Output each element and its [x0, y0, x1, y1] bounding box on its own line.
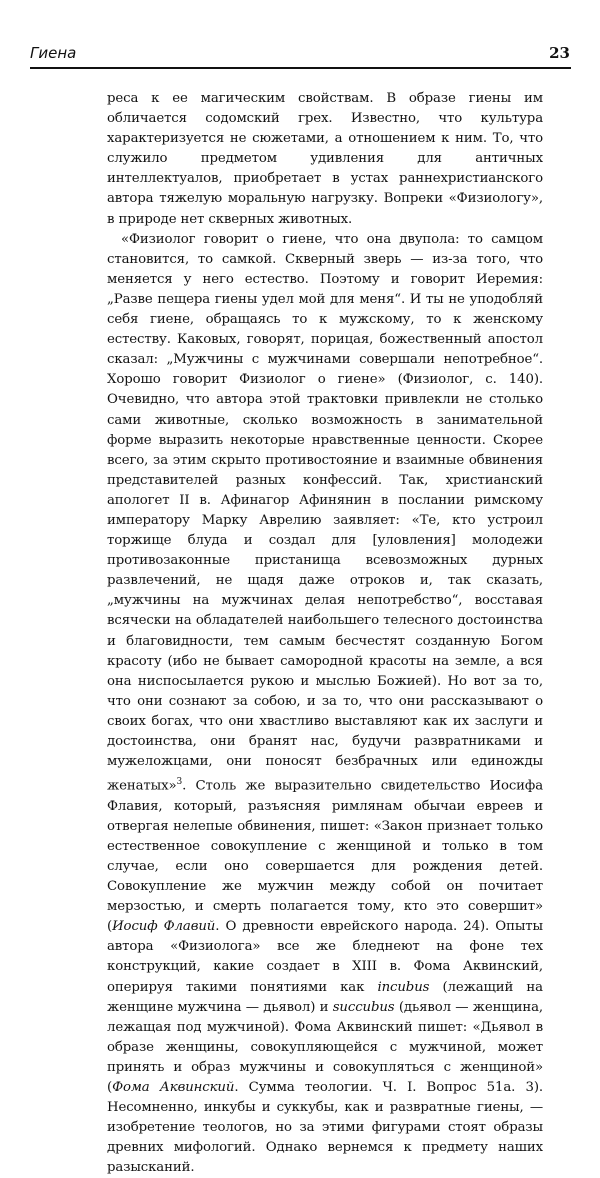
- paragraph-1: реса к ее магическим свойствам. В образе гиены им обличается содомский грех. Известно, что культура характеризуется не сюжетами, а отношением к ним. То, что служило предметом удивления для античных интеллектуалов, приобретает в устах раннехристианского автора тяжелую моральную нагрузку. Вопреки «Физиологу», в природе нет скверных животных.: [107, 91, 543, 227]
- paragraph-2-part-f: . Сумма теологии. Ч. I. Вопрос 51а. 3). Несомненно, инкубы и суккубы, как и развратные гиены, — изобретение теологов, но за этими фигурами стоят образы древних мифологий. Однако вернемся к предмету наших разысканий.: [107, 1080, 543, 1176]
- paragraph-2-part-a: «Физиолог говорит о гиене, что она двупола: то самцом становится, то самкой. Скверный зверь — из-за того, что меняется у него естество. Поэтому и говорит Иеремия: „Разве пещера гиены удел мой для меня“. И ты не уподобляй себя гиене, обращаясь то к мужскому, то к женскому естеству. Каковых, говорят, порицая, божественный апостол сказал: „Мужчины с мужчинами совершали непотребное“. Хорошо говорит Физиолог о гиене» (Физиолог, с. 140). Очевидно, что автора этой трактовки привлекли не столько сами животные, сколько возможность в занимательной форме выразить некоторые нравственные ценности. Скорее всего, за этим скрыто противостояние и взаимные обвинения представителей разных конфессий. Так, христианский апологет II в. Афинагор Афинянин в послании римскому императору Марку Аврелию заявляет: «Те, кто устроил торжище блуда и создал для [уловления] молодежи противозаконные пристанища всевозможных дурных развлечений, не щадя даже отроков и, так сказать, „мужчины на мужчинах делая непотребство“, восставая всячески на обладателей наибольшего телесного достоинства и благовидности, тем самым бесчестят созданную Богом красоту (ибо не бывает самородной красоты на земле, а вся она ниспосылается рукою и мыслью Божией). Но вот за то, что они сознают за собою, и за то, что они рассказывают о своих богах, что они хвастливо выставляют как их заслуги и достоинства, они бранят нас, будучи развратниками и мужеложцами, они поносят безбрачных или единожды женатых»: [107, 231, 543, 794]
- body-text: [107, 89, 543, 1178]
- running-header: [30, 44, 570, 66]
- chapter-title: Гиена: [30, 44, 77, 62]
- term-succubus: succubus: [332, 999, 395, 1015]
- term-incubus: incubus: [377, 979, 430, 995]
- paragraph-2-part-b: . Столь же выразительно свидетельство Иосифа Флавия, который, разъясняя римлянам обычаи евреев и отвергая нелепые обвинения, пишет: «Закон признает только естественное совокупление с женщиной и только в том случае, если оно совершается для рождения детей. Совокупление же мужчин между собой он почитает мерзостью, и смерть полагается тому, кто это совершит» (: [107, 778, 543, 935]
- paragraph-2: [107, 230, 543, 1178]
- paragraph-2-part-c: . О древности еврейского народа. 24). Опыты автора «Физиолога» все же бледнеют на фоне тех конструкций, какие создает в XIII в. Фома Аквинский, оперируя такими понятиями как: [107, 919, 543, 995]
- header-rule: [30, 67, 571, 69]
- author-citation-josephus: Иосиф Флавий: [112, 919, 216, 935]
- paragraph-2-part-d: (лежащий на женщине мужчина — дьявол) и: [107, 979, 543, 1015]
- paragraph-2-part-e: (дьявол — женщина, лежащая под мужчиной). Фома Аквинский пишет: «Дьявол в образе женщины, совокупляющейся с мужчиной, может принять и образ мужчины и совокупляться с женщиной» (: [107, 999, 544, 1096]
- author-citation-aquinas: Фома Аквинский: [112, 1080, 235, 1096]
- page-number: 23: [549, 44, 570, 62]
- footnote-marker: 3: [176, 777, 183, 788]
